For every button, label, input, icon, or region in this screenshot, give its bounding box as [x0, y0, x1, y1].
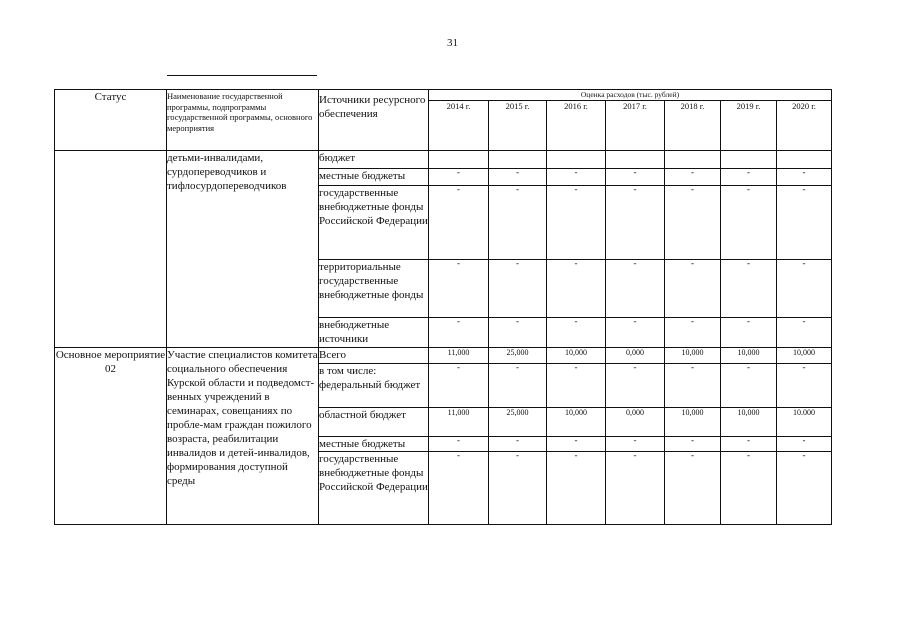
value-cell: -: [429, 169, 489, 186]
value-cell: [606, 151, 665, 169]
value-cell: -: [429, 260, 489, 318]
value-cell: 25,000: [489, 348, 547, 364]
table-row: [55, 151, 832, 169]
value-cell: -: [547, 318, 606, 348]
value-cell: -: [721, 186, 777, 260]
value-cell: [429, 151, 489, 169]
value-cell: -: [429, 318, 489, 348]
source-cell: бюджет: [319, 151, 429, 169]
value-cell: -: [489, 437, 547, 452]
value-cell: -: [665, 437, 721, 452]
source-cell: областной бюджет: [319, 408, 429, 437]
value-cell: -: [777, 260, 832, 318]
header-sources: Источники ресурсного обеспечения: [319, 90, 429, 151]
value-cell: 10,000: [547, 408, 606, 437]
value-cell: -: [547, 186, 606, 260]
value-cell: 11,000: [429, 348, 489, 364]
value-cell: 10,000: [665, 348, 721, 364]
year-header: 2018 г.: [665, 101, 721, 151]
value-cell: -: [606, 186, 665, 260]
status-cell: Основное мероприятие 02: [55, 348, 167, 525]
value-cell: -: [489, 364, 547, 408]
source-cell: внебюджетные источники: [319, 318, 429, 348]
value-cell: -: [777, 318, 832, 348]
value-cell: -: [665, 452, 721, 525]
year-header: 2014 г.: [429, 101, 489, 151]
value-cell: -: [489, 169, 547, 186]
value-cell: -: [777, 364, 832, 408]
value-cell: -: [777, 186, 832, 260]
value-cell: -: [665, 364, 721, 408]
value-cell: -: [606, 452, 665, 525]
table-row: [55, 348, 832, 364]
value-cell: -: [721, 260, 777, 318]
source-cell: государственные внебюджетные фонды Российской Федерации: [319, 186, 429, 260]
source-cell: территориальные государственные внебюджетные фонды: [319, 260, 429, 318]
value-cell: 10,000: [547, 348, 606, 364]
source-cell: государственные внебюджетные фонды Российской Федерации: [319, 452, 429, 525]
value-cell: -: [547, 169, 606, 186]
value-cell: -: [606, 260, 665, 318]
value-cell: -: [721, 318, 777, 348]
value-cell: -: [489, 186, 547, 260]
value-cell: [489, 151, 547, 169]
value-cell: 0,000: [606, 348, 665, 364]
value-cell: 10,000: [665, 408, 721, 437]
source-cell: местные бюджеты: [319, 169, 429, 186]
value-cell: [547, 151, 606, 169]
value-cell: -: [665, 186, 721, 260]
year-header: 2020 г.: [777, 101, 832, 151]
value-cell: -: [489, 452, 547, 525]
header-row: [55, 90, 832, 101]
value-cell: -: [721, 364, 777, 408]
value-cell: -: [665, 260, 721, 318]
value-cell: -: [777, 452, 832, 525]
value-cell: -: [777, 437, 832, 452]
value-cell: -: [606, 364, 665, 408]
value-cell: 10,000: [777, 348, 832, 364]
value-cell: -: [547, 437, 606, 452]
value-cell: 11,000: [429, 408, 489, 437]
year-header: 2019 г.: [721, 101, 777, 151]
source-cell: в том числе: федеральный бюджет: [319, 364, 429, 408]
value-cell: -: [665, 318, 721, 348]
value-cell: -: [606, 437, 665, 452]
program-name-cell: детьми-инвалидами, сурдопереводчиков и тифлосурдопереводчиков: [167, 151, 319, 348]
budget-table: [54, 89, 832, 525]
value-cell: 10,000: [721, 408, 777, 437]
value-cell: 25,000: [489, 408, 547, 437]
header-costs: Оценка расходов (тыс. рублей): [429, 90, 832, 101]
value-cell: -: [547, 260, 606, 318]
value-cell: -: [429, 186, 489, 260]
value-cell: -: [547, 452, 606, 525]
value-cell: -: [429, 364, 489, 408]
year-header: 2015 г.: [489, 101, 547, 151]
value-cell: [777, 151, 832, 169]
value-cell: [665, 151, 721, 169]
value-cell: -: [606, 169, 665, 186]
year-header: 2016 г.: [547, 101, 606, 151]
value-cell: -: [721, 452, 777, 525]
value-cell: -: [429, 437, 489, 452]
value-cell: 10,000: [721, 348, 777, 364]
year-header: 2017 г.: [606, 101, 665, 151]
program-name-cell: Участие специалистов комитета социального обеспечения Курской области и подведомст-венных учреждений в семинарах, совещаниях по пробле-мам граждан пожилого возраста, реабилитации инвалидов и детей-инвалидов, формирования доступной среды: [167, 348, 319, 525]
source-cell: местные бюджеты: [319, 437, 429, 452]
value-cell: 0,000: [606, 408, 665, 437]
value-cell: -: [721, 169, 777, 186]
value-cell: -: [489, 318, 547, 348]
value-cell: [721, 151, 777, 169]
status-cell: [55, 151, 167, 348]
value-cell: -: [665, 169, 721, 186]
source-cell: Всего: [319, 348, 429, 364]
value-cell: -: [777, 169, 832, 186]
value-cell: -: [721, 437, 777, 452]
header-status: Статус: [55, 90, 167, 151]
page-number: 31: [447, 37, 458, 49]
value-cell: 10.000: [777, 408, 832, 437]
value-cell: -: [489, 260, 547, 318]
header-rule: [167, 75, 317, 76]
value-cell: -: [606, 318, 665, 348]
value-cell: -: [429, 452, 489, 525]
value-cell: -: [547, 364, 606, 408]
header-name: Наименование государственной программы, подпрограммы государственной программы, основного мероприятия: [167, 90, 319, 151]
